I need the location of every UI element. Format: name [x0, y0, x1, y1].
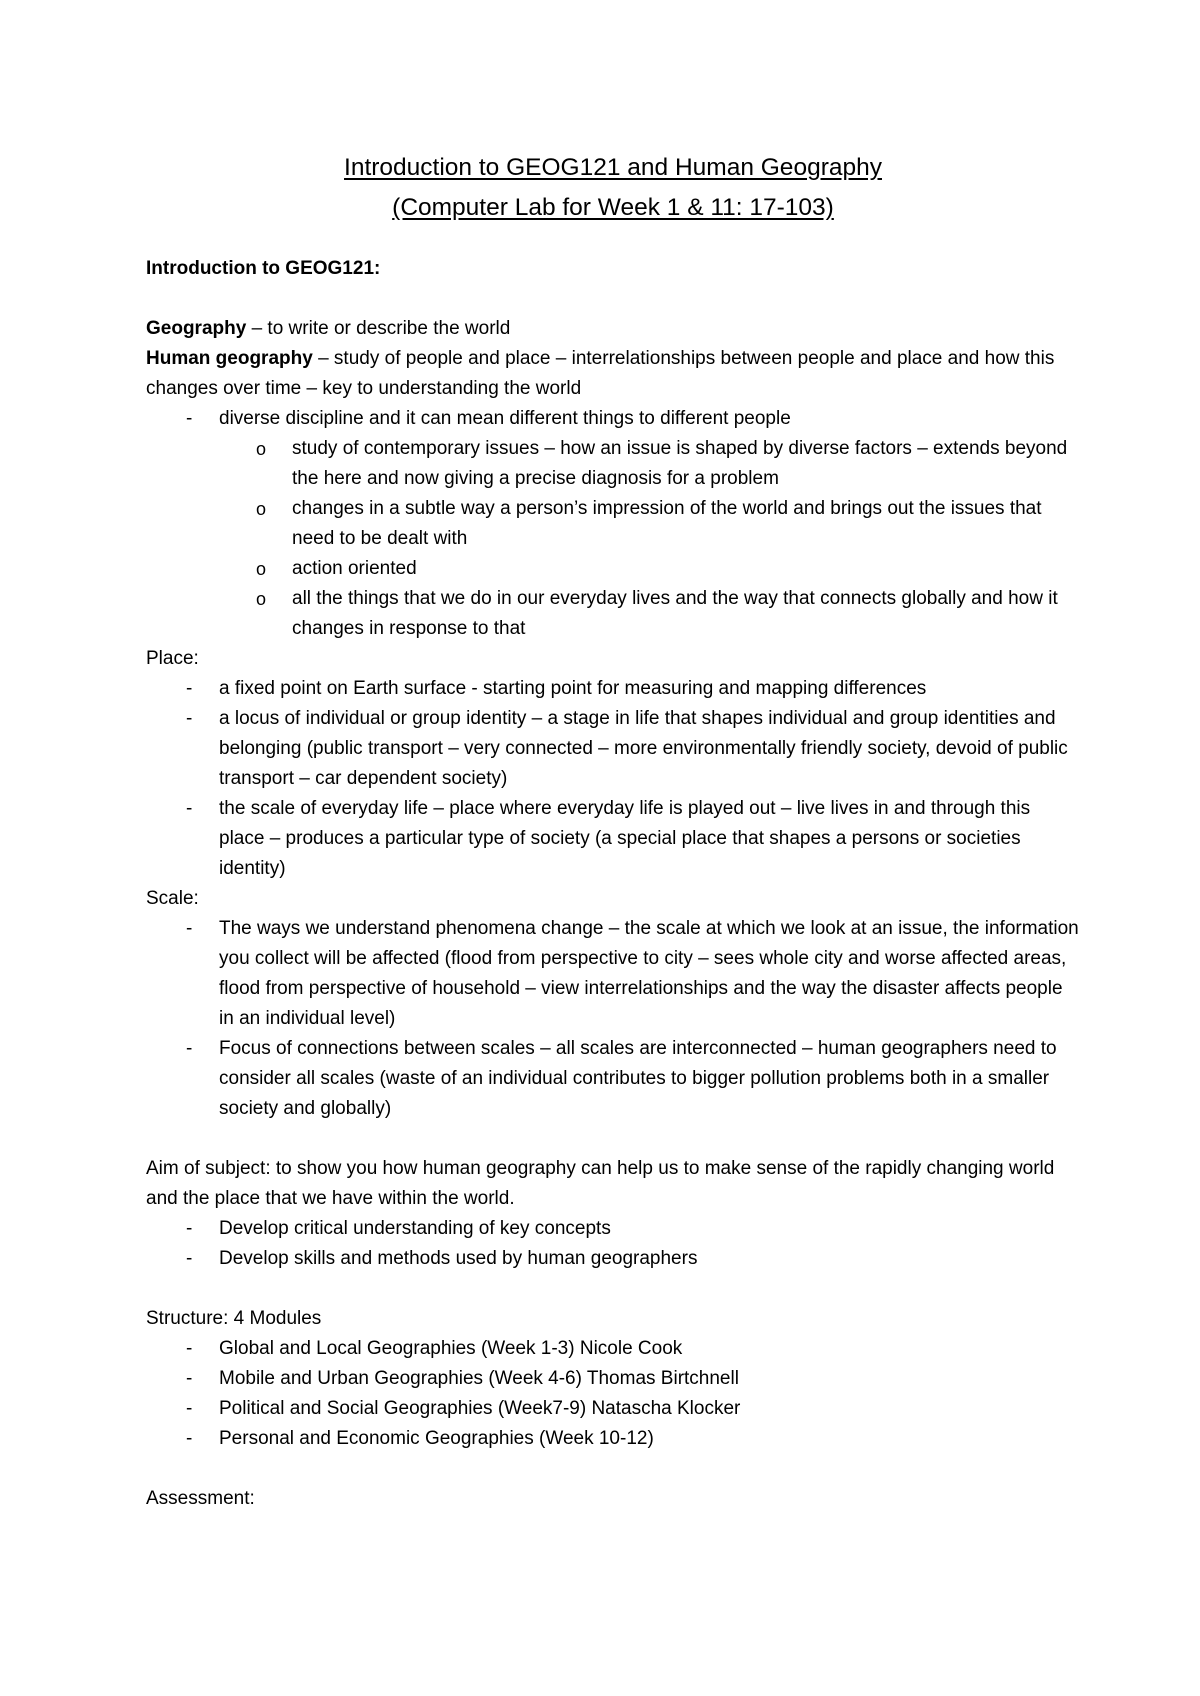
list-item-text: Focus of connections between scales – all scales are interconnected – human geographers need to consider all scales (waste of an individual contributes to bigger pollution problems both in a smaller society and globally) — [219, 1038, 1057, 1119]
dash-marker: - — [186, 1218, 193, 1239]
sub-list-item-text: study of contemporary issues – how an issue is shaped by diverse factors – extends beyond the here and now giving a precise diagnosis for a problem — [292, 438, 1068, 489]
list-item-text: a fixed point on Earth surface - starting point for measuring and mapping differences — [219, 678, 927, 699]
dash-marker: - — [186, 678, 193, 699]
title-line-1: Introduction to GEOG121 and Human Geography — [344, 154, 882, 181]
list-item — [146, 1214, 1080, 1244]
human-geography-definition — [146, 344, 1080, 404]
section-heading-intro: Introduction to GEOG121: — [146, 258, 381, 279]
place-list — [146, 674, 1080, 884]
sub-list-item — [219, 554, 1080, 584]
geography-term: Geography — [146, 318, 247, 339]
list-item-text: a locus of individual or group identity – a stage in life that shapes individual and group identities and belonging (public transport – very connected – more environmentally friendly society, devoid of public transport – car dependent society) — [219, 708, 1068, 789]
list-item — [146, 1334, 1080, 1364]
title-line-2: (Computer Lab for Week 1 & 11: 17-103) — [392, 194, 834, 221]
circle-marker: o — [256, 559, 267, 579]
list-item-text: Mobile and Urban Geographies (Week 4-6) Thomas Birtchnell — [219, 1368, 739, 1389]
aim-list — [146, 1214, 1080, 1274]
list-item — [146, 704, 1080, 794]
structure-list — [146, 1334, 1080, 1454]
list-item — [146, 404, 1080, 434]
list-item-text: Develop skills and methods used by human geographers — [219, 1248, 698, 1269]
dash-marker: - — [186, 408, 193, 429]
sub-list-item-text: changes in a subtle way a person’s impression of the world and brings out the issues that need to be dealt with — [292, 498, 1042, 549]
human-geography-text: – study of people and place – interrelationships between people and place and how this changes over time – key to understanding the world — [146, 348, 1055, 399]
dash-marker: - — [186, 708, 193, 729]
geography-text: – to write or describe the world — [246, 318, 511, 339]
circle-marker: o — [256, 499, 267, 519]
place-label: Place: — [146, 648, 199, 669]
list-item — [146, 794, 1080, 884]
sub-list-item — [219, 434, 1080, 494]
document-title — [146, 148, 1080, 228]
human-geography-sublist — [146, 434, 1080, 644]
list-item-text: Personal and Economic Geographies (Week 10-12) — [219, 1428, 654, 1449]
list-item-text: The ways we understand phenomena change – the scale at which we look at an issue, the information you collect will be affected (flood from perspective to city – sees whole city and worse affected areas, flood from perspective of household – view interrelationships and the way the disaster affects people in an individual level) — [219, 918, 1079, 1029]
structure-label: Structure: 4 Modules — [146, 1308, 322, 1329]
circle-marker: o — [256, 589, 267, 609]
dash-marker: - — [186, 798, 193, 819]
scale-label: Scale: — [146, 888, 199, 909]
list-item — [146, 674, 1080, 704]
list-item — [146, 1424, 1080, 1454]
list-item-text: diverse discipline and it can mean different things to different people — [219, 408, 791, 429]
scale-list — [146, 914, 1080, 1124]
aim-text: Aim of subject: to show you how human geography can help us to make sense of the rapidly changing world and the place that we have within the world. — [146, 1158, 1055, 1209]
assessment-label: Assessment: — [146, 1488, 255, 1509]
dash-marker: - — [186, 1368, 193, 1389]
sub-list-item — [219, 494, 1080, 554]
list-item-text: Global and Local Geographies (Week 1-3) Nicole Cook — [219, 1338, 683, 1359]
dash-marker: - — [186, 918, 193, 939]
geography-definition — [146, 314, 1080, 344]
dash-marker: - — [186, 1338, 193, 1359]
sub-list-item-text: all the things that we do in our everyday lives and the way that connects globally and how it changes in response to that — [292, 588, 1058, 639]
list-item-text: the scale of everyday life – place where everyday life is played out – live lives in and through this place – produces a particular type of society (a special place that shapes a persons or societies identity) — [219, 798, 1031, 879]
list-item — [146, 914, 1080, 1034]
list-item — [146, 1394, 1080, 1424]
list-item — [146, 1244, 1080, 1274]
list-item — [146, 1364, 1080, 1394]
list-item-text: Develop critical understanding of key concepts — [219, 1218, 611, 1239]
dash-marker: - — [186, 1248, 193, 1269]
spacer — [146, 1454, 1080, 1484]
sub-list-item-text: action oriented — [292, 558, 417, 579]
dash-marker: - — [186, 1398, 193, 1419]
list-item — [146, 1034, 1080, 1124]
human-geography-term: Human geography — [146, 348, 313, 369]
spacer — [146, 1274, 1080, 1304]
dash-marker: - — [186, 1428, 193, 1449]
spacer — [146, 1124, 1080, 1154]
dash-marker: - — [186, 1038, 193, 1059]
circle-marker: o — [256, 439, 267, 459]
human-geography-list — [146, 404, 1080, 434]
sub-list-item — [219, 584, 1080, 644]
list-item-text: Political and Social Geographies (Week7-9) Natascha Klocker — [219, 1398, 741, 1419]
